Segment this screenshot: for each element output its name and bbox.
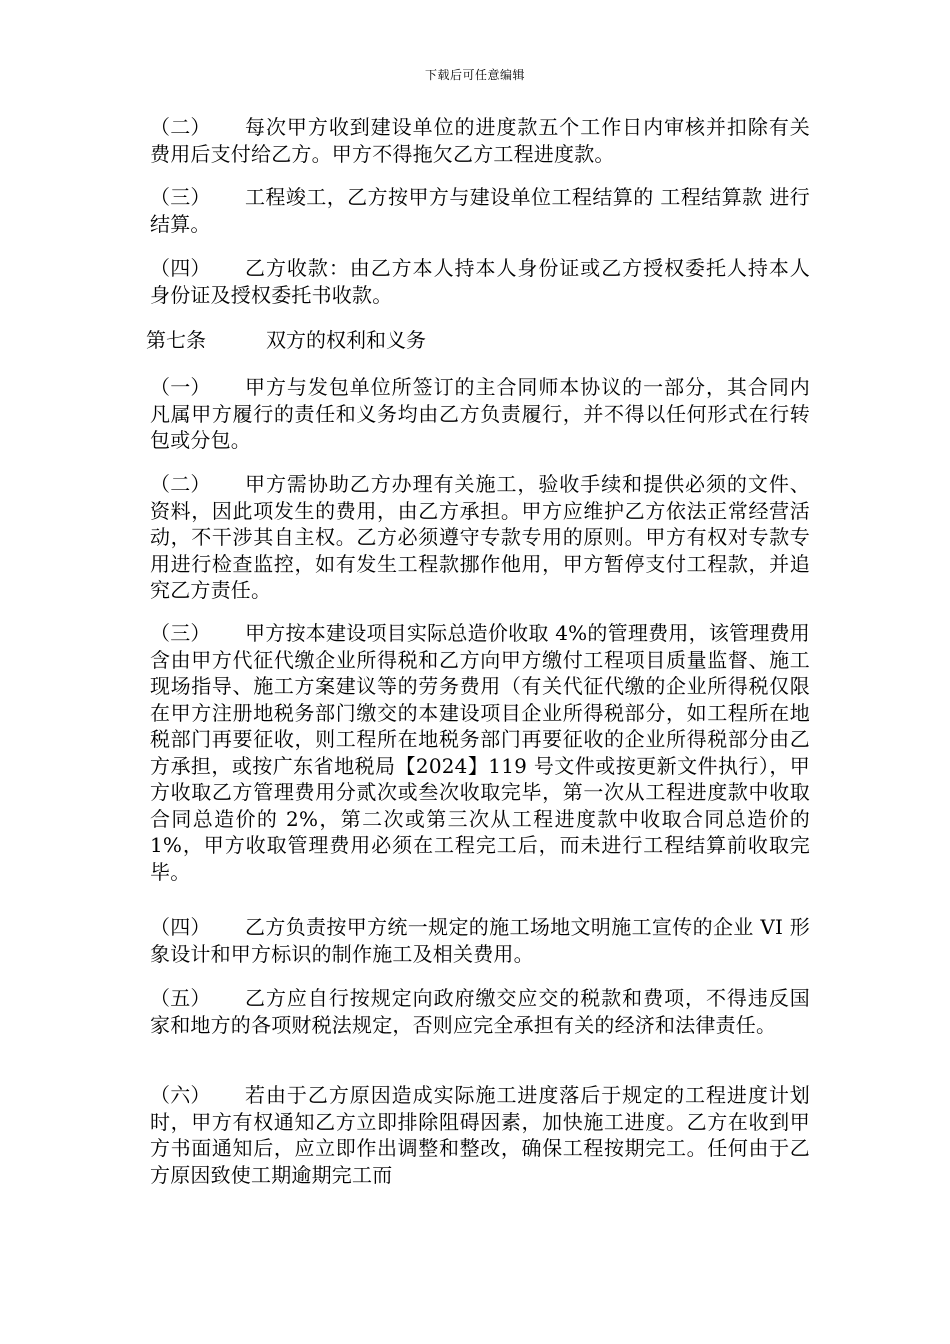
clause-number: （三） xyxy=(150,621,211,645)
clause-text: 甲方需协助乙方办理有关施工，验收手续和提供必须的文件、资料，因此项发生的费用，由乙方承担。甲方应维护乙方依法正常经营活动，不干涉其自主权。乙方必须遵守专款专用的原则。甲方有权对专款专用进行检查监控，如有发生工程款挪作他用，甲方暂停支付工程款，并追究乙方责任。 xyxy=(150,472,810,602)
clause-number: （三） xyxy=(150,185,211,209)
clause-number: （四） xyxy=(150,915,211,939)
article-clause-5 xyxy=(150,985,810,1038)
clause-text: 每次甲方收到建设单位的进度款五个工作日内审核并扣除有关费用后支付给乙方。甲方不得拖欠乙方工程进度款。 xyxy=(150,115,810,166)
clause-number: （四） xyxy=(150,256,211,280)
clause-number: （二） xyxy=(150,115,211,139)
article-clause-1 xyxy=(150,374,810,454)
clause-text: 乙方应自行按规定向政府缴交应交的税款和费项，不得违反国家和地方的各项财税法规定，否则应完全承担有关的经济和法律责任。 xyxy=(150,986,810,1037)
clause-text: 甲方与发包单位所签订的主合同师本协议的一部分，其合同内凡属甲方履行的责任和义务均由乙方负责履行，并不得以任何形式在行转包或分包。 xyxy=(150,375,810,452)
article-heading xyxy=(146,327,426,354)
clause-text: 乙方负责按甲方统一规定的施工场地文明施工宣传的企业 VI 形象设计和甲方标识的制作施工及相关费用。 xyxy=(150,915,810,966)
article-clause-3 xyxy=(150,620,810,885)
payment-clause-3 xyxy=(150,184,810,237)
clause-text: 甲方按本建设项目实际总造价收取 4%的管理费用，该管理费用含由甲方代征代缴企业所得税和乙方向甲方缴付工程项目质量监督、施工现场指导、施工方案建议等的劳务费用（有关代征代缴的企业所得税仅限在甲方注册地税务部门缴交的本建设项目企业所得税部分，如工程所在地税部门再要征收，则工程所在地税务部门再要征收的企业所得税部分由乙方承担，或按广东省地税局【2024】119 号文件或按更新文件执行），甲方收取乙方管理费用分贰次或叁次收取完毕，第一次从工程进度款中收取合同总造价的 2%，第二次或第三次从工程进度款中收取合同总造价的 1%，甲方收取管理费用必须在工程完工后，而未进行工程结算前收取完毕。 xyxy=(150,621,810,884)
clause-number: （六） xyxy=(150,1083,211,1107)
article-label: 第七条 xyxy=(146,328,206,352)
clause-number: （二） xyxy=(150,472,211,496)
clause-number: （一） xyxy=(150,375,211,399)
payment-clause-2 xyxy=(150,114,810,167)
clause-number: （五） xyxy=(150,986,211,1010)
article-clause-4 xyxy=(150,914,810,967)
article-title: 双方的权利和义务 xyxy=(266,328,426,352)
clause-text: 工程竣工，乙方按甲方与建设单位工程结算的 工程结算款 进行结算。 xyxy=(150,185,810,236)
clause-text: 乙方收款：由乙方本人持本人身份证或乙方授权委托人持本人身份证及授权委托书收款。 xyxy=(150,256,810,307)
article-clause-6 xyxy=(150,1082,810,1188)
header-note: 下载后可任意编辑 xyxy=(424,68,525,82)
payment-clause-4 xyxy=(150,255,810,308)
article-clause-2 xyxy=(150,471,810,604)
clause-text: 若由于乙方原因造成实际施工进度落后于规定的工程进度计划时，甲方有权通知乙方立即排除阻碍因素，加快施工进度。乙方在收到甲方书面通知后，应立即作出调整和整改，确保工程按期完工。任何由于乙方原因致使工期逾期完工而 xyxy=(150,1083,810,1187)
